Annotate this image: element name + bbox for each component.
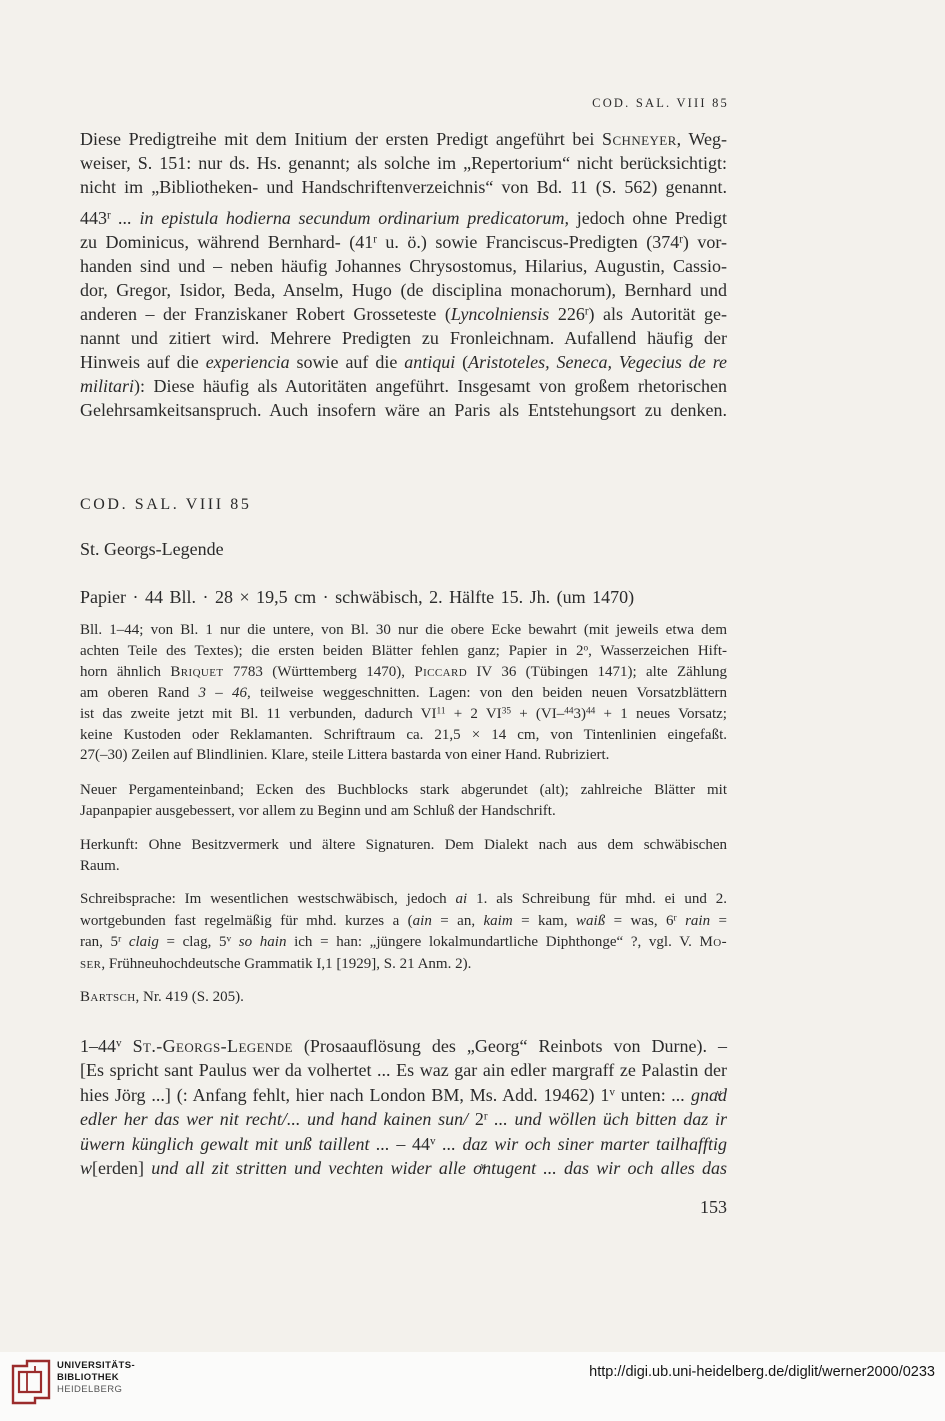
text-run: – 44 [389, 1133, 431, 1154]
text-line [80, 889, 727, 911]
entry-signature-heading: COD. SAL. VIII 85 [80, 496, 252, 513]
superscript: r [118, 934, 122, 945]
superscript: 44 [564, 705, 574, 716]
italic-text: ... und wöllen üch bitten daz ir [494, 1109, 728, 1130]
text-run: Hinweis auf die [80, 352, 206, 372]
logo-text-line: UNIVERSITÄTS- [57, 1360, 136, 1371]
superscript: r [673, 912, 677, 923]
contents-description [80, 1034, 727, 1180]
text-line [80, 374, 727, 398]
text-line [80, 835, 727, 856]
text-run: (Prosaauflösung des „Georg“ Reinbots von Durne). – [292, 1036, 728, 1056]
italic-text: rain [685, 912, 711, 929]
codicology-description [80, 620, 727, 766]
superscript: v [116, 1037, 122, 1050]
italic-text: und all zit stritten und vechten wider alle oͮntugent ... das wir och alles das [151, 1158, 727, 1179]
superscript: v [609, 1086, 615, 1099]
text-line [80, 1132, 727, 1156]
italic-text: militari [80, 376, 135, 396]
text-run: achten Teile des Textes); die ersten beiden Blätter fehlen ganz; Papier in 2 [80, 642, 584, 659]
text-line [80, 620, 727, 641]
text-line [80, 1083, 727, 1107]
provenance-note [80, 835, 727, 877]
text-run: dor, Gregor, Isidor, Beda, Anselm, Hugo (de disciplina monachorum), Bernhard und [80, 280, 727, 300]
italic-text: Lyncolniensis [450, 304, 550, 324]
italic-text: experiencia [205, 352, 290, 372]
text-line [80, 326, 727, 350]
text-run: , Nr. 419 (S. 205). [135, 989, 244, 1005]
text-run: zu Dominicus, während Bernhard- (41 [80, 232, 374, 252]
logo-cross-stroke [27, 1366, 35, 1392]
superscript: v [430, 1135, 436, 1148]
text-run: horn ähnlich [80, 663, 171, 680]
text-line [80, 254, 727, 278]
text-run: 1–44 [80, 1036, 116, 1056]
superscript: r [483, 1110, 488, 1123]
italic-text: Aristoteles, Seneca, Vegecius de re [468, 352, 728, 372]
text-line [80, 127, 727, 151]
text-run: sowie auf die [289, 352, 405, 372]
text-run: hies Jörg ...] (: Anfang fehlt, hier nach London BM, Ms. Add. 19462) 1 [80, 1084, 610, 1105]
text-run: Bll. 1–44; von Bl. 1 nur die untere, von Bl. 30 nur die obere Ecke bewahrt (mit jeweils etwa dem [80, 622, 727, 638]
text-run: u. ö.) sowie Franciscus-Predigten (374 [376, 232, 680, 252]
preceding-entry-paragraph-2 [80, 206, 727, 422]
text-line [80, 932, 727, 954]
small-caps-text: Bartsch [80, 989, 136, 1005]
text-run: ): Diese häufig als Autoritäten angeführt. Insgesamt von großem rhetorischen [134, 376, 727, 396]
binding-description [80, 780, 727, 822]
entry-summary-line: Papier · 44 Bll. · 28 × 19,5 cm · schwäbisch, 2. Hälfte 15. Jh. (um 1470) [80, 587, 635, 607]
text-run: am oberen Rand [80, 684, 199, 701]
text-line [80, 230, 727, 254]
text-run: = was, 6 [605, 912, 674, 929]
text-run: unten: [614, 1084, 672, 1105]
italic-text: üwern künglich gewalt mit unß taillent ... [80, 1133, 390, 1154]
source-url: http://digi.ub.uni-heidelberg.de/diglit/werner2000/0233 [589, 1364, 935, 1380]
text-line [80, 278, 727, 302]
text-run: Japanpapier ausgebessert, vor allem zu Beginn und am Schluß der Handschrift. [80, 802, 556, 819]
text-run: [erden] [92, 1158, 152, 1179]
text-run: 7783 (Württemberg 1470), [223, 663, 415, 680]
library-logo-text [57, 1360, 135, 1396]
text-run: ( [455, 352, 469, 372]
text-run: , Weg- [676, 129, 727, 149]
text-line [80, 641, 727, 662]
italic-text: ... daz wir och siner marter tailhafftig [442, 1133, 728, 1154]
small-caps-text: Schneyer [602, 129, 677, 149]
italic-text: so hain [238, 934, 287, 951]
text-line [80, 662, 727, 683]
text-run: 2 [468, 1109, 484, 1130]
text-run: 3) [573, 705, 587, 722]
text-run: IV 36 (Tübingen 1471); alte Zählung [467, 663, 728, 680]
text-run [121, 934, 129, 950]
text-line [80, 856, 727, 877]
text-line [80, 954, 727, 976]
digitization-footer [0, 1352, 945, 1421]
text-run: = clag, 5 [158, 934, 227, 951]
italic-text: ain [412, 912, 432, 929]
text-run: 27(–30) Zeilen auf Blindlinien. Klare, steile Littera bastarda von einer Hand. Rubriziert. [80, 747, 610, 764]
text-run: + (VI– [510, 705, 565, 722]
logo-text-line: HEIDELBERG [57, 1384, 123, 1395]
text-line [80, 683, 727, 704]
text-run: nicht im „Bibliotheken- und Handschriftenverzeichnis“ von Bd. 11 (S. 562) genannt. [80, 177, 727, 197]
text-run: Neuer Pergamenteinband; Ecken des Buchblocks stark abgerundet (alt); zahlreiche Blätter mit [80, 782, 727, 798]
text-run: Schreibsprache: Im wesentlichen westschwäbisch, jedoch [80, 891, 456, 907]
text-run: weiser, S. 151: nur ds. Hs. genannt; als solche im „Repertorium“ nicht berücksichtigt: [80, 153, 727, 173]
italic-text: ... in epistula hodierna secundum ordinarium predicatorum, [118, 208, 570, 228]
text-run [677, 913, 685, 929]
text-run: keine Kustoden oder Reklamanten. Schriftraum ca. 21,5 × 14 cm, von Tintenlinien eingefaßt. [80, 726, 727, 743]
text-line [80, 911, 727, 933]
italic-text: claig [128, 934, 159, 951]
text-line [80, 1107, 727, 1131]
superscript: v [226, 934, 232, 945]
running-header: COD. SAL. VIII 85 [592, 96, 729, 110]
text-line [80, 151, 727, 175]
text-run: ist das zweite jetzt mit Bl. 11 verbunden, dadurch VI [80, 705, 437, 722]
text-run: = kam, [512, 912, 577, 929]
text-run [231, 934, 239, 950]
text-run: = an, [431, 912, 484, 929]
text-run: ) als Autorität ge- [588, 304, 728, 324]
text-run: Gelehrsamkeitsanspruch. Auch insofern wäre an Paris als Entstehungsort zu denken. [80, 400, 727, 420]
text-run: ran, 5 [80, 934, 119, 951]
italic-text: 3 – 46 [198, 684, 248, 701]
small-caps-text: Briquet [170, 663, 224, 680]
superscript: o [583, 643, 589, 654]
text-line [80, 801, 727, 822]
text-line [80, 780, 727, 801]
text-line [80, 987, 727, 1008]
text-line [80, 302, 727, 326]
small-caps-text: Mo- [699, 934, 728, 951]
text-line [80, 206, 727, 230]
small-caps-text: Piccard [414, 663, 468, 680]
text-line [80, 175, 727, 199]
text-line [80, 1034, 727, 1058]
page-number: 153 [700, 1197, 727, 1217]
text-run: Raum. [80, 857, 120, 874]
text-run: 226 [549, 304, 585, 324]
italic-text: antiqui [404, 352, 456, 372]
text-run: nannt und zitiert wird. Mehrere Predigten zu Fronleichnam. Aufallend häufig der [80, 328, 727, 348]
italic-text: edler her das wer nit recht/... und hand kainen sun/ [80, 1109, 469, 1130]
text-line [80, 398, 727, 422]
text-line [80, 704, 727, 725]
text-run: + 2 VI [445, 705, 502, 722]
text-run [122, 1036, 133, 1056]
superscript: 44 [586, 705, 596, 716]
italic-text: ... gnaͮd [671, 1084, 727, 1105]
superscript: r [373, 233, 377, 246]
text-run: , Frühneuhochdeutsche Grammatik I,1 [1929], S. 21 Anm. 2). [101, 955, 472, 972]
text-run: [Es spricht sant Paulus wer da volhertet ... Es waz gar ain edler margraff ze Palastin der [80, 1060, 727, 1081]
literature-reference [80, 987, 727, 1008]
text-run: jedoch ohne Predigt [569, 208, 728, 228]
text-run: 1. als Schreibung für mhd. ei und 2. [467, 891, 727, 907]
superscript: r [107, 209, 111, 222]
text-line [80, 1058, 727, 1082]
scribal-language-note [80, 889, 727, 975]
logo-inner-frame [19, 1372, 41, 1392]
text-line [80, 725, 727, 746]
logo-text-line: BIBLIOTHEK [57, 1372, 120, 1383]
text-run: wortgebunden fast regelmäßig für mhd. kurzes a ( [80, 912, 413, 929]
text-run: = [710, 912, 727, 929]
preceding-entry-paragraph-1 [80, 127, 727, 199]
text-run: 443 [80, 208, 107, 228]
text-run: ) vor- [682, 232, 728, 252]
small-caps-text: St.-Georgs-Legende [132, 1036, 293, 1056]
italic-text: w [80, 1158, 93, 1179]
entry-title: St. Georgs-Legende [80, 539, 224, 559]
text-run: Diese Predigtreihe mit dem Initium der ersten Predigt angeführt bei [80, 129, 603, 149]
small-caps-text: ser [80, 955, 102, 972]
text-run: + 1 neues Vorsatz; [595, 705, 727, 722]
text-run: , Wasserzeichen Hift- [588, 642, 727, 659]
text-run: ich = han: „jüngere lokalmundartliche Diphthonge“ ?, vgl. V. [286, 934, 700, 951]
text-run: , teilweise weggeschnitten. Lagen: von den beiden neuen Vorsatzblättern [247, 684, 727, 701]
italic-text: ai [455, 891, 468, 907]
superscript: r [679, 233, 683, 246]
text-line [80, 1156, 727, 1180]
text-line [80, 350, 727, 374]
text-run: handen sind und – neben häufig Johannes Chrysostomus, Hilarius, Augustin, Cassio- [80, 256, 727, 276]
text-run: Herkunft: Ohne Besitzvermerk und ältere Signaturen. Dem Dialekt nach aus dem schwäbischen [80, 837, 727, 853]
italic-text: waiß [576, 912, 606, 929]
italic-text: kaim [483, 912, 513, 929]
superscript: 35 [501, 705, 511, 716]
university-library-logo-icon [10, 1358, 52, 1406]
superscript: 11 [436, 705, 446, 716]
text-run: anderen – der Franziskaner Robert Grosseteste ( [80, 304, 451, 324]
superscript: r [584, 305, 589, 318]
text-line [80, 745, 727, 766]
